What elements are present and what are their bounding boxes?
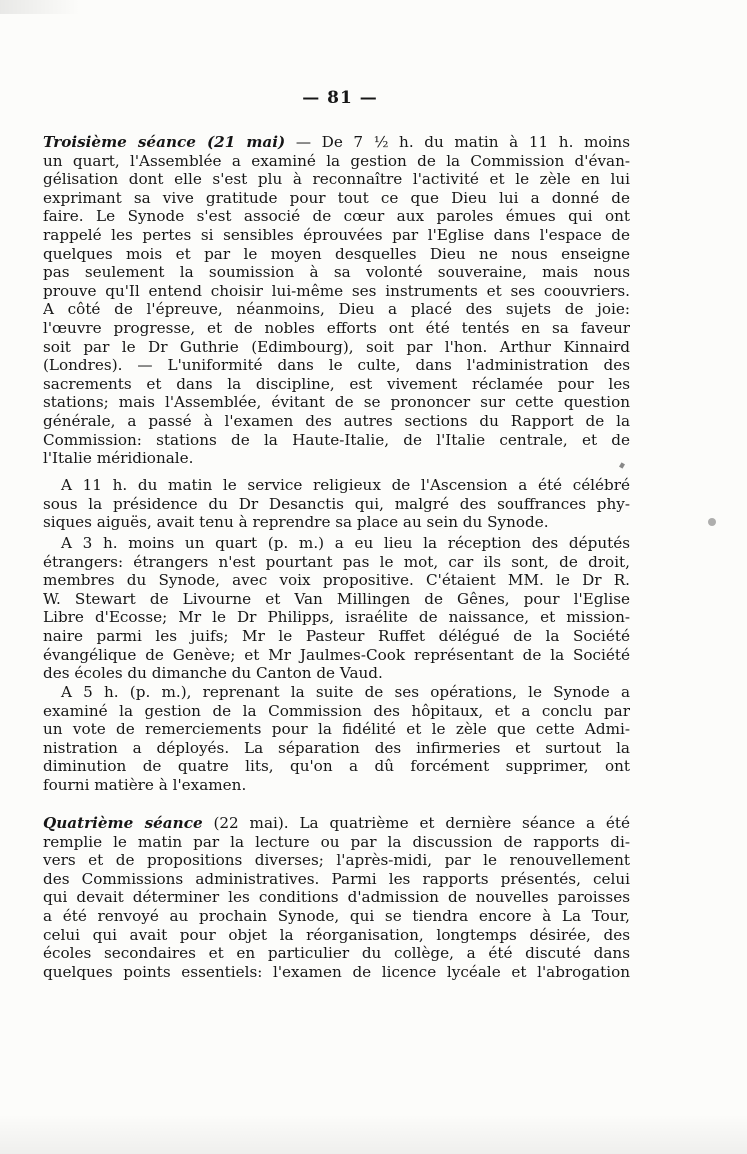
text-line: diminution de quatre lits, qu'on a dû forcément supprimer, ont — [43, 757, 630, 776]
text-line: un quart, l'Assemblée a examiné la gestion de la Commission d'évan- — [43, 151, 630, 170]
text-line: gélisation dont elle s'est plu à reconnaître l'activité et le zèle en lui — [43, 170, 630, 189]
paragraph-ascension-service — [43, 476, 630, 532]
text-line: W. Stewart de Livourne et Van Millingen de Gênes, pour l'Eglise — [43, 589, 630, 608]
ink-mark — [619, 462, 625, 468]
scan-smudge — [0, 0, 80, 14]
text-line: écoles secondaires et en particulier du collège, a été discuté dans — [43, 944, 630, 963]
text-line: Commission: stations de la Haute-Italie, de l'Italie centrale, et de — [43, 430, 630, 449]
paragraph-quatrieme-seance — [43, 814, 630, 981]
section-heading-quatrieme-seance: Quatrième séance — [43, 814, 203, 832]
text-line: Libre d'Ecosse; Mr le Dr Philipps, israélite de naissance, et mission- — [43, 608, 630, 627]
text-line: vers et de propositions diverses; l'après-midi, par le renouvellement — [43, 851, 630, 870]
text-line: rappelé les pertes si sensibles éprouvées par l'Eglise dans l'espace de — [43, 225, 630, 244]
paragraph-troisieme-seance — [43, 133, 630, 468]
text-line: nistration a déployés. La séparation des infirmeries et surtout la — [43, 738, 630, 757]
text-line: générale, a passé à l'examen des autres sections du Rapport de la — [43, 411, 630, 430]
text-line: quelques points essentiels: l'examen de licence lycéale et l'abrogation — [43, 962, 630, 981]
text-line: faire. Le Synode s'est associé de cœur aux paroles émues qui ont — [43, 207, 630, 226]
text-line-content: — De 7 ½ h. du matin à 11 h. moins — [285, 133, 630, 151]
text-line-content: (22 mai). La quatrième et dernière séance a été — [202, 814, 630, 832]
text-line: des Commissions administratives. Parmi les rapports présentés, celui — [43, 869, 630, 888]
paragraph-commission-hopitaux — [43, 683, 630, 795]
text-line: l'Italie méridionale. — [43, 449, 194, 468]
text-line: quelques mois et par le moyen desquelles Dieu ne nous enseigne — [43, 244, 630, 263]
text-line: pas seulement la soumission à sa volonté souveraine, mais nous — [43, 263, 630, 282]
text-line: remplie le matin par la lecture ou par la discussion de rapports di- — [43, 832, 630, 851]
text-line: a été renvoyé au prochain Synode, qui se tiendra encore à La Tour, — [43, 906, 630, 925]
text-line: fourni matière à l'examen. — [43, 775, 247, 794]
text-line: A 11 h. du matin le service religieux de l'Ascension a été célébré — [61, 476, 630, 494]
text-line: stations; mais l'Assemblée, évitant de se prononcer sur cette question — [43, 393, 630, 412]
text-line — [43, 814, 630, 833]
text-line: exprimant sa vive gratitude pour tout ce que Dieu lui a donné de — [43, 188, 630, 207]
ink-speck — [708, 518, 716, 526]
paragraph-deputes-etrangers — [43, 534, 630, 683]
text-line: sacrements et dans la discipline, est vivement réclamée pour les — [43, 374, 630, 393]
page-number: — 81 — — [302, 88, 378, 108]
text-line: A 5 h. (p. m.), reprenant la suite de ses opérations, le Synode a — [61, 683, 630, 701]
text-line: prouve qu'Il entend choisir lui-même ses instruments et ses coouvriers. — [43, 281, 630, 300]
section-heading-troisieme-seance: Troisième séance (21 mai) — [43, 133, 286, 151]
text-line: A côté de l'épreuve, néanmoins, Dieu a placé des sujets de joie: — [43, 300, 630, 319]
text-line: celui qui avait pour objet la réorganisation, longtemps désirée, des — [43, 925, 630, 944]
text-line — [43, 133, 630, 152]
text-line: soit par le Dr Guthrie (Edimbourg), soit par l'hon. Arthur Kinnaird — [43, 337, 630, 356]
text-line: un vote de remerciements pour la fidélité et le zèle que cette Admi- — [43, 720, 630, 739]
text-line: membres du Synode, avec voix propositive. C'étaient MM. le Dr R. — [43, 571, 630, 590]
text-line: l'œuvre progresse, et de nobles efforts ont été tentés en sa faveur — [43, 318, 630, 337]
text-line: (Londres). — L'uniformité dans le culte, dans l'administration des — [43, 356, 630, 375]
text-line: étrangers: étrangers n'est pourtant pas le mot, car ils sont, de droit, — [43, 552, 630, 571]
scan-smudge-bottom — [0, 1114, 747, 1154]
text-line: A 3 h. moins un quart (p. m.) a eu lieu la réception des députés — [61, 534, 630, 552]
text-line: qui devait déterminer les conditions d'admission de nouvelles paroisses — [43, 888, 630, 907]
text-line: des écoles du dimanche du Canton de Vaud. — [43, 664, 383, 683]
text-line: naire parmi les juifs; Mr le Pasteur Ruffet délégué de la Société — [43, 626, 630, 645]
text-line: examiné la gestion de la Commission des hôpitaux, et a conclu par — [43, 701, 630, 720]
text-line: siques aiguës, avait tenu à reprendre sa place au sein du Synode. — [43, 513, 549, 532]
text-line: sous la présidence du Dr Desanctis qui, malgré des souffrances phy- — [43, 494, 630, 513]
text-line: évangélique de Genève; et Mr Jaulmes-Cook représentant de la Société — [43, 645, 630, 664]
